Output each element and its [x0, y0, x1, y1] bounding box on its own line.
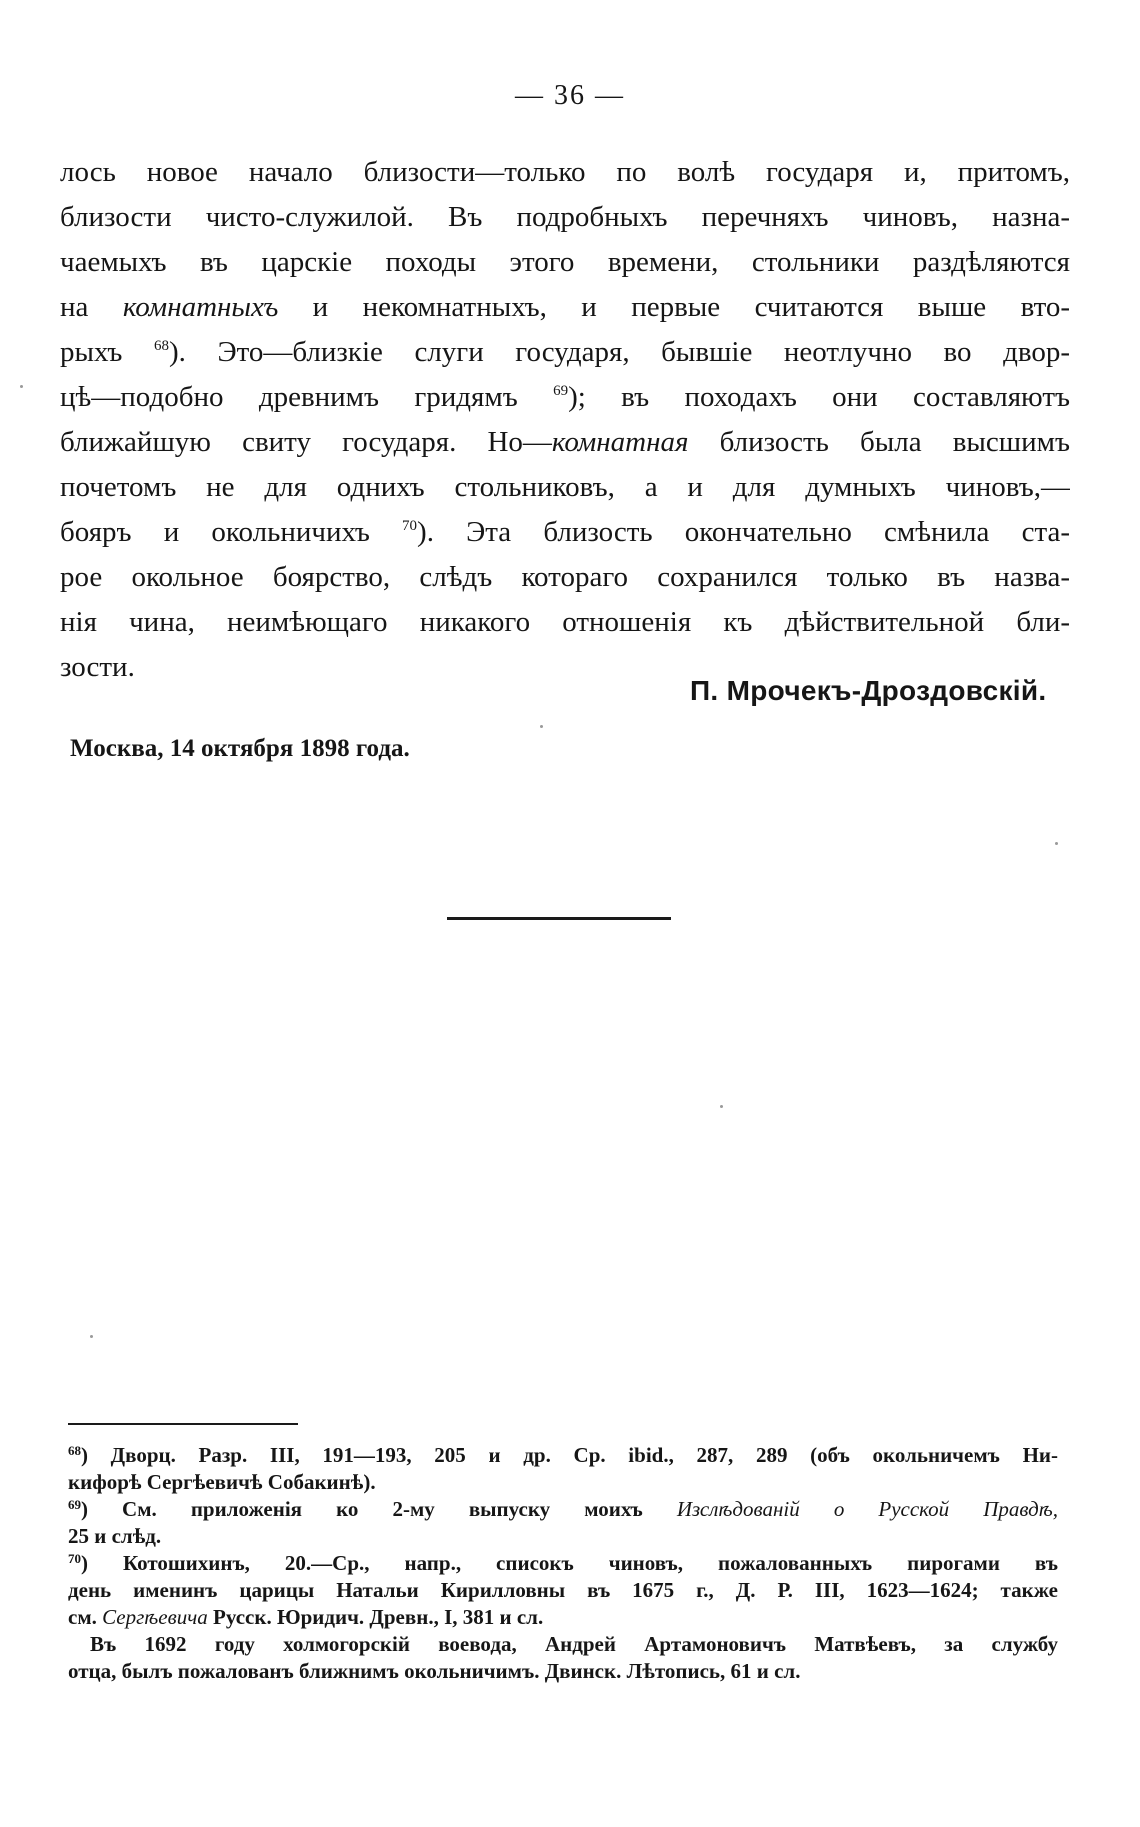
text-fragment: ближайшую свиту государя. Но—	[60, 426, 552, 458]
scan-speck	[540, 725, 543, 728]
text-line: рое окольное боярство, слѣдъ котораго сохранился только въ назва-	[60, 561, 1070, 593]
footnote-text: Русск. Юридич. Древн., I, 381 и сл.	[213, 1605, 544, 1629]
footnote-italic: Изслѣдованій о Русской Правдѣ,	[676, 1497, 1058, 1521]
text-line	[60, 420, 1070, 465]
footnote-text: ) Котошихинъ, 20.—Ср., напр., списокъ чиновъ, пожалованныхъ пирогами въ	[81, 1551, 1058, 1575]
text-fragment: на	[60, 291, 89, 323]
footnote-ref-68[interactable]: 68	[153, 338, 169, 354]
text-line	[60, 510, 1070, 555]
main-text	[60, 150, 1070, 690]
footnote-line: кифорѣ Сергѣевичѣ Собакинѣ).	[68, 1470, 376, 1494]
scan-speck	[1055, 842, 1058, 845]
text-fragment: бояръ и окольничихъ	[60, 516, 370, 548]
text-fragment: и некомнатныхъ, и первые считаются выше вто-	[312, 291, 1070, 323]
footnote-number: 69	[68, 1497, 81, 1512]
text-line	[60, 375, 1070, 420]
text-line: близости чисто-служилой. Въ подробныхъ перечняхъ чиновъ, назна-	[60, 201, 1070, 233]
footnote-text: ) Дворц. Разр. III, 191—193, 205 и др. Ср. ibid., 287, 289 (объ окольничемъ Ни-	[81, 1443, 1058, 1467]
footnote-line: отца, былъ пожалованъ ближнимъ окольничимъ. Двинск. Лѣтопись, 61 и сл.	[68, 1659, 801, 1683]
page-number: — 36 —	[515, 80, 625, 111]
text-line	[60, 285, 1070, 330]
footnote-70	[68, 1550, 1058, 1577]
footnote-text: см.	[68, 1605, 97, 1629]
footnote-number: 70	[68, 1551, 81, 1566]
place-and-date: Москва, 14 октября 1898 года.	[70, 735, 410, 762]
footnote-line: Въ 1692 году холмогорскій воевода, Андрей Артамоновичъ Матвѣевъ, за службу	[90, 1632, 1058, 1656]
text-fragment: близость была высшимъ	[719, 426, 1070, 458]
footnotes	[68, 1442, 1058, 1685]
text-line: зости.	[60, 651, 135, 683]
text-line	[60, 330, 1070, 375]
text-fragment: ). Это—близкіе слуги государя, бывшіе неотлучно во двор-	[168, 336, 1070, 368]
footnote-line	[68, 1604, 1058, 1631]
footnote-italic: Сергѣевича	[102, 1605, 208, 1629]
text-line: почетомъ не для однихъ стольниковъ, а и для думныхъ чиновъ,—	[60, 471, 1070, 503]
scan-speck	[90, 1335, 93, 1338]
text-fragment: ). Эта близость окончательно смѣнила ста-	[417, 516, 1070, 548]
footnote-line: 25 и слѣд.	[68, 1524, 162, 1548]
italic-term: комнатная	[551, 426, 689, 458]
section-divider	[447, 917, 671, 920]
footnote-text: ) См. приложенія ко 2-му выпуску моихъ	[81, 1497, 643, 1521]
footnote-number: 68	[68, 1443, 81, 1458]
text-fragment: рыхъ	[60, 336, 123, 368]
footnote-line: день именинъ царицы Натальи Кирилловны въ 1675 г., Д. Р. III, 1623—1624; также	[68, 1578, 1058, 1602]
text-line: нія чина, неимѣющаго никакого отношенія къ дѣйствительной бли-	[60, 606, 1070, 638]
author-signature: П. Мрочекъ-Дроздовскій.	[690, 675, 1047, 706]
footnote-69	[68, 1496, 1058, 1523]
footnote-ref-70[interactable]: 70	[402, 518, 418, 534]
text-fragment: ); въ походахъ они составляютъ	[568, 381, 1070, 413]
text-line: лось новое начало близости—только по волѣ государя и, притомъ,	[60, 156, 1070, 188]
italic-term: комнатныхъ	[122, 291, 279, 323]
text-line: чаемыхъ въ царскіе походы этого времени, стольники раздѣляются	[60, 246, 1070, 278]
footnote-ref-69[interactable]: 69	[553, 383, 569, 399]
footnote-68	[68, 1442, 1058, 1469]
scan-speck	[720, 1105, 723, 1108]
scan-speck	[20, 385, 23, 388]
footnote-separator	[68, 1423, 298, 1425]
text-fragment: цѣ—подобно древнимъ гридямъ	[60, 381, 518, 413]
